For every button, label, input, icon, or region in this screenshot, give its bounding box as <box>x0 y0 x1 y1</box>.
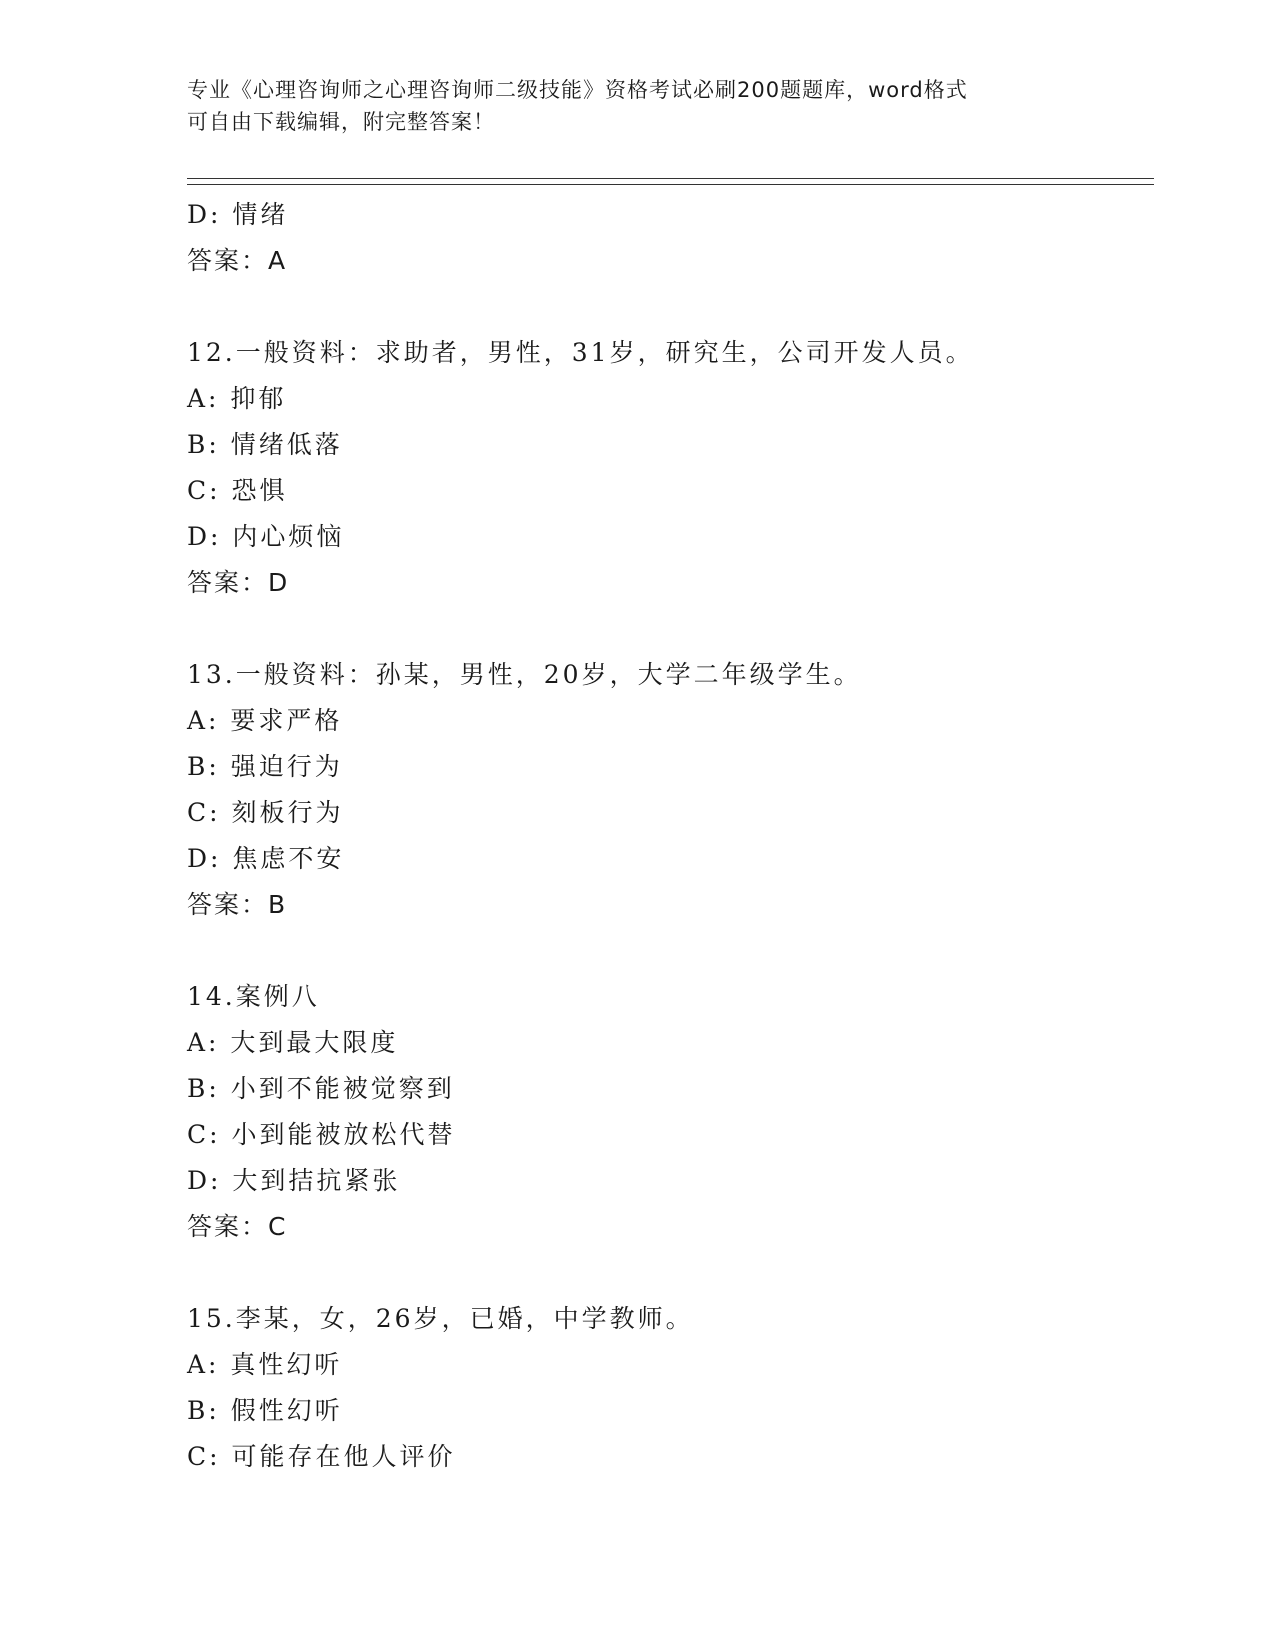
option-text: A: 大到最大限度 <box>187 1028 399 1057</box>
header-title-line-2: 可自由下载编辑，附完整答案！ <box>187 110 495 134</box>
question-block <box>187 652 1147 928</box>
spacer <box>187 1250 1147 1296</box>
option-text: B: 情绪低落 <box>187 430 343 459</box>
option-text: B: 强迫行为 <box>187 752 343 781</box>
option-text: D: 情绪 <box>187 200 289 229</box>
answer-text: 答案：A <box>187 246 288 275</box>
option-text: C: 刻板行为 <box>187 798 344 827</box>
question-stem: 13.一般资料：孙某，男性，20岁，大学二年级学生。 <box>187 660 862 689</box>
option-text: A: 抑郁 <box>187 384 287 413</box>
question-list <box>187 192 1147 1480</box>
answer-text: 答案：D <box>187 568 290 597</box>
option-text: C: 可能存在他人评价 <box>187 1442 456 1471</box>
header-title-line-1: 专业《心理咨询师之心理咨询师二级技能》资格考试必刷200题题库，word格式 <box>187 78 968 102</box>
option-text: C: 恐惧 <box>187 476 288 505</box>
option-text: D: 大到拮抗紧张 <box>187 1166 401 1195</box>
question-stem: 12.一般资料：求助者，男性，31岁，研究生，公司开发人员。 <box>187 338 974 367</box>
question-block <box>187 974 1147 1250</box>
answer-text: 答案：B <box>187 890 288 919</box>
spacer <box>187 928 1147 974</box>
question-block <box>187 1296 1147 1480</box>
option-text: A: 真性幻听 <box>187 1350 343 1379</box>
option-text: B: 小到不能被觉察到 <box>187 1074 455 1103</box>
option-text: D: 内心烦恼 <box>187 522 345 551</box>
option-text: A: 要求严格 <box>187 706 343 735</box>
spacer <box>187 284 1147 330</box>
question-block <box>187 330 1147 606</box>
option-text: C: 小到能被放松代替 <box>187 1120 456 1149</box>
answer-text: 答案：C <box>187 1212 288 1241</box>
page-header <box>187 74 1087 138</box>
header-divider <box>187 178 1154 185</box>
option-text: B: 假性幻听 <box>187 1396 343 1425</box>
question-stem: 15.李某，女，26岁，已婚，中学教师。 <box>187 1304 694 1333</box>
option-text: D: 焦虑不安 <box>187 844 345 873</box>
question-stem: 14.案例八 <box>187 982 320 1011</box>
spacer <box>187 606 1147 652</box>
